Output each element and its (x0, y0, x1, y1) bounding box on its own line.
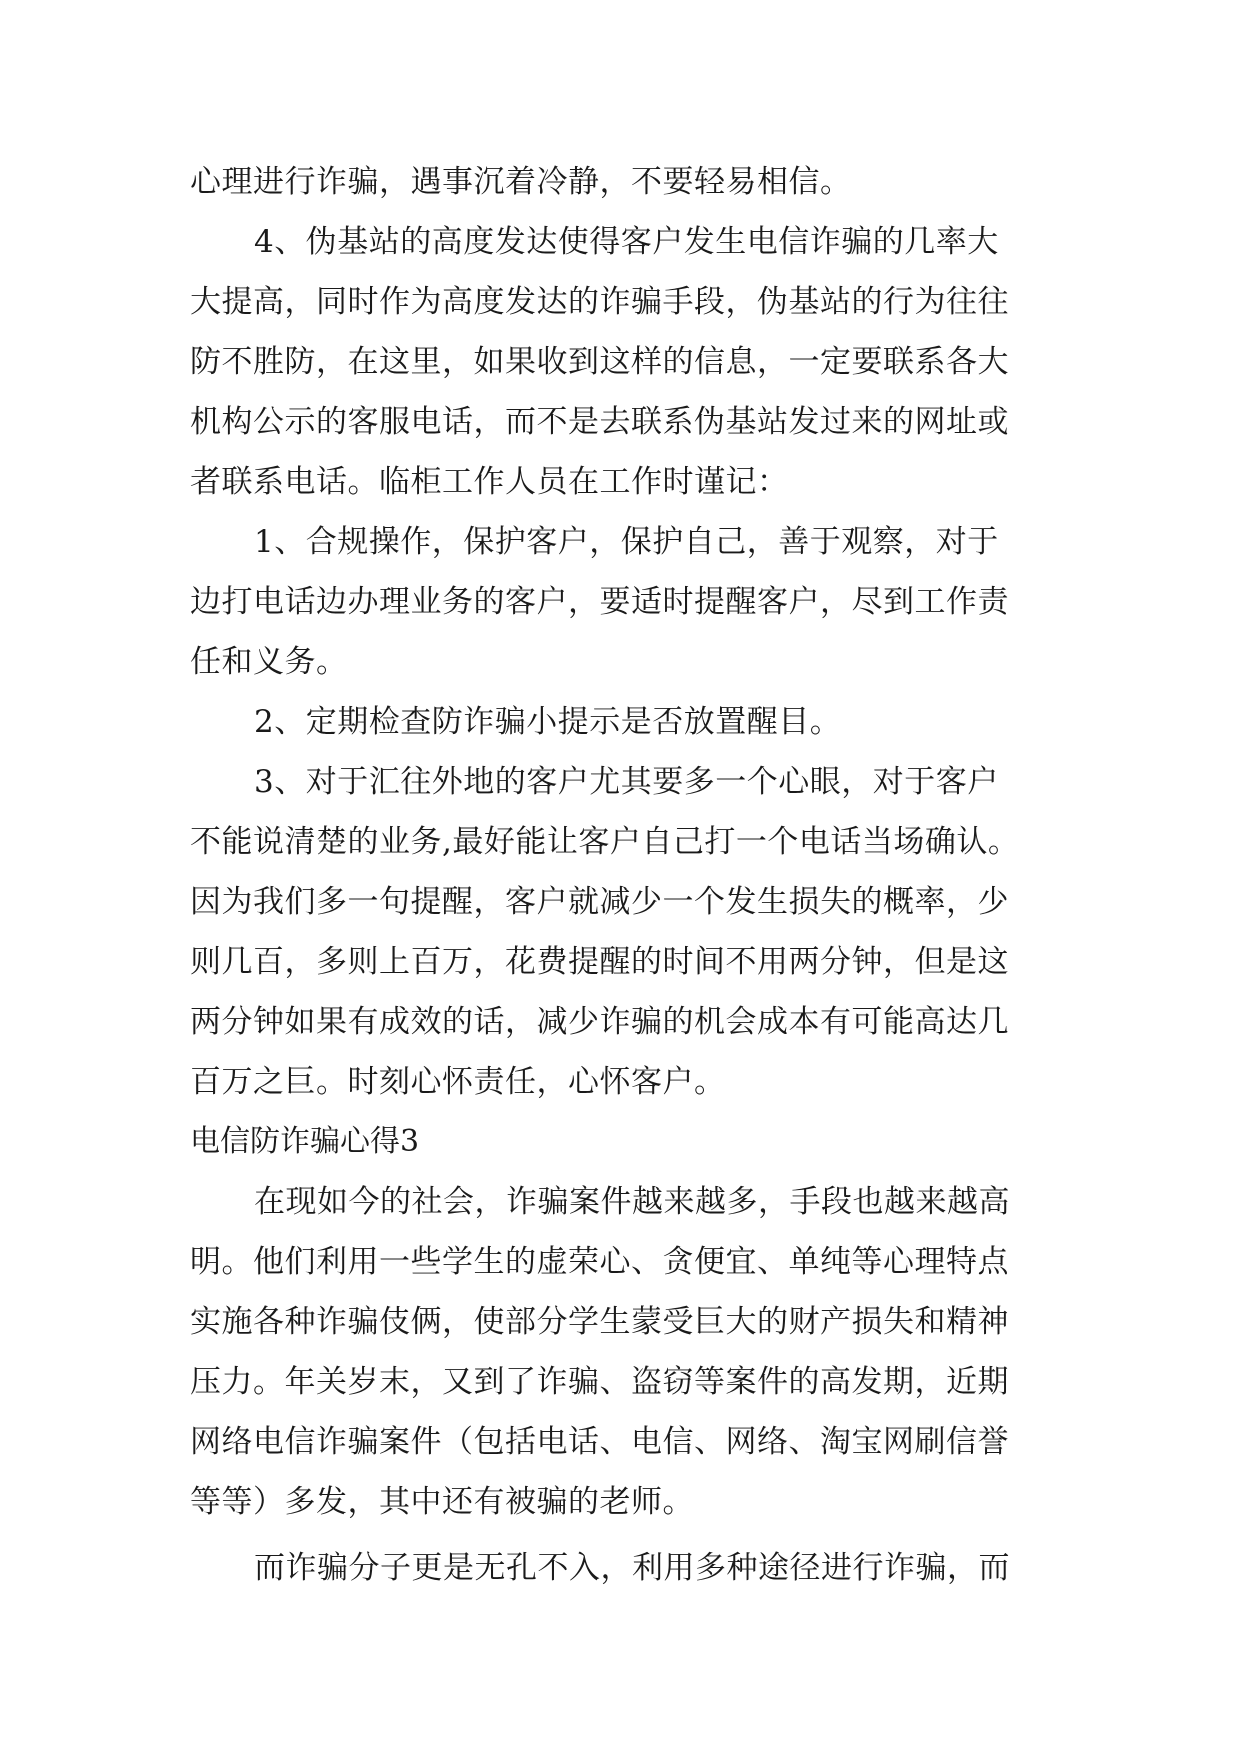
paragraph-line: 1、合规操作，保护客户，保护自己，善于观察，对于 (254, 524, 999, 560)
paragraph-line: 大提高，同时作为高度发达的诈骗手段，伪基站的行为往往 (190, 284, 1009, 320)
paragraph-line: 3、对于汇往外地的客户尤其要多一个心眼，对于客户 (254, 764, 999, 800)
paragraph-line: 而诈骗分子更是无孔不入，利用多种途径进行诈骗，而 (254, 1550, 1010, 1586)
paragraph-line: 4、伪基站的高度发达使得客户发生电信诈骗的几率大 (254, 224, 999, 260)
paragraph-line: 防不胜防，在这里，如果收到这样的信息，一定要联系各大 (190, 344, 1009, 380)
paragraph-line: 在现如今的社会，诈骗案件越来越多，手段也越来越高 (254, 1184, 1010, 1220)
section-heading: 电信防诈骗心得3 (190, 1124, 420, 1159)
paragraph-line: 则几百，多则上百万，花费提醒的时间不用两分钟，但是这 (190, 944, 1009, 980)
paragraph-line: 网络电信诈骗案件（包括电话、电信、网络、淘宝网刷信誉 (190, 1424, 1009, 1460)
paragraph-line: 百万之巨。时刻心怀责任，心怀客户。 (190, 1064, 726, 1100)
paragraph-line: 实施各种诈骗伎俩，使部分学生蒙受巨大的财产损失和精神 (190, 1304, 1009, 1340)
paragraph-line: 边打电话边办理业务的客户，要适时提醒客户，尽到工作责 (190, 584, 1009, 620)
paragraph-line: 心理进行诈骗，遇事沉着冷静，不要轻易相信。 (190, 164, 852, 200)
paragraph-line: 压力。年关岁末，又到了诈骗、盗窃等案件的高发期，近期 (190, 1364, 1009, 1400)
paragraph-line: 两分钟如果有成效的话，减少诈骗的机会成本有可能高达几 (190, 1004, 1009, 1040)
paragraph-line: 机构公示的客服电话，而不是去联系伪基站发过来的网址或 (190, 404, 1009, 440)
paragraph-line: 等等）多发，其中还有被骗的老师。 (190, 1484, 694, 1520)
paragraph-line: 2、定期检查防诈骗小提示是否放置醒目。 (254, 704, 842, 740)
paragraph-line: 者联系电话。临柜工作人员在工作时谨记： (190, 464, 789, 500)
paragraph-line: 因为我们多一句提醒，客户就减少一个发生损失的概率，少 (190, 884, 1009, 920)
paragraph-line: 不能说清楚的业务,最好能让客户自己打一个电话当场确认。 (190, 824, 1020, 860)
paragraph-line: 明。他们利用一些学生的虚荣心、贪便宜、单纯等心理特点 (190, 1244, 1009, 1280)
document-body (190, 152, 1050, 1598)
paragraph-line: 任和义务。 (190, 644, 348, 680)
